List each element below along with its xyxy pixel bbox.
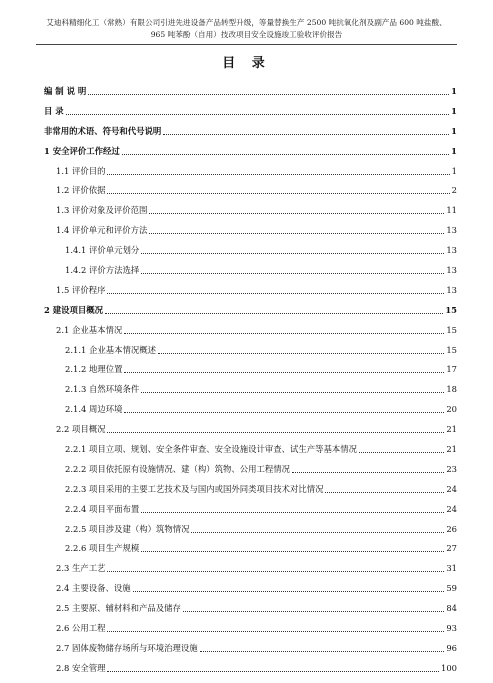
toc-entry-label: 2.1.1 企业基本情况概述 — [65, 344, 156, 355]
toc-entry[interactable] — [44, 205, 457, 216]
dot-leader — [149, 213, 444, 214]
toc-entry-label: 2.2.5 项目涉及建（构）筑物情况 — [65, 523, 190, 534]
toc-entry-page-number: 11 — [446, 205, 457, 216]
toc-entry-page-number: 21 — [446, 424, 457, 435]
toc-entry-page-number: 13 — [446, 284, 457, 295]
toc-entry[interactable] — [44, 265, 457, 276]
header-line-1: 艾迪科精细化工（常熟）有限公司引进先进设备产品转型升级，等量替换生产 2500 吨抗氧化剂及副产品 600 吨盐酸、 — [46, 18, 447, 27]
toc-entry[interactable] — [44, 404, 457, 415]
toc-entry-page-number: 23 — [446, 463, 457, 474]
toc-entry-page-number: 18 — [446, 384, 457, 395]
toc-entry-page-number: 24 — [446, 503, 457, 514]
header-divider — [36, 44, 457, 45]
dot-leader — [107, 571, 444, 572]
toc-entry-page-number: 96 — [446, 642, 457, 653]
toc-entry-label: 2.2.2 项目依托原有设施情况、建（构）筑物、公用工程情况 — [65, 463, 290, 474]
dot-leader — [141, 551, 444, 552]
toc-entry-label: 1.2 评价依据 — [56, 185, 106, 196]
toc-entry-page-number: 1 — [451, 145, 457, 156]
toc-entry-label: 2.7 固体废物储存场所与环境治理设施 — [56, 642, 198, 653]
toc-entry-page-number: 1 — [451, 165, 457, 176]
dot-leader — [191, 532, 444, 533]
toc-entry-page-number: 21 — [446, 444, 457, 455]
toc-entry[interactable] — [44, 424, 457, 435]
dot-leader — [107, 432, 444, 433]
toc-entry-label: 2.8 安全管理 — [56, 662, 106, 673]
toc-entry[interactable] — [44, 583, 457, 594]
toc-entry-page-number: 100 — [441, 662, 457, 673]
toc-entry-page-number: 20 — [446, 404, 457, 415]
dot-leader — [292, 472, 444, 473]
toc-entry-label: 2.3 生产工艺 — [56, 563, 106, 574]
toc-entry[interactable] — [44, 364, 457, 375]
dot-leader — [105, 313, 443, 314]
toc-entry[interactable] — [44, 384, 457, 395]
toc-entry-page-number: 13 — [446, 265, 457, 276]
toc-entry[interactable] — [44, 185, 457, 196]
toc-entry-label: 2.2.1 项目立项、规划、安全条件审查、安全设施设计审查、试生产等基本情况 — [65, 444, 357, 455]
toc-title: 目 录 — [222, 56, 271, 71]
toc-entry[interactable] — [44, 444, 457, 455]
toc-entry-page-number: 1 — [451, 105, 457, 116]
table-of-contents — [44, 86, 457, 683]
dot-leader — [183, 611, 444, 612]
dot-leader — [158, 353, 444, 354]
toc-entry[interactable] — [44, 464, 457, 475]
toc-entry-page-number: 59 — [446, 583, 457, 594]
toc-entry[interactable] — [44, 245, 457, 256]
dot-leader — [124, 333, 444, 334]
toc-entry-label: 2.2.3 项目采用的主要工艺技术及与国内或国外同类项目技术对比情况 — [65, 483, 324, 494]
dot-leader — [149, 233, 444, 234]
toc-entry-page-number: 15 — [446, 324, 457, 335]
toc-entry[interactable] — [44, 504, 457, 515]
toc-entry-page-number: 26 — [446, 523, 457, 534]
dot-leader — [359, 452, 444, 453]
toc-entry-page-number: 24 — [446, 483, 457, 494]
toc-entry[interactable] — [44, 305, 457, 316]
toc-entry-label: 2 建设项目概况 — [44, 304, 103, 315]
dot-leader — [141, 273, 444, 274]
toc-entry-label: 2.1.2 地理位置 — [65, 364, 123, 375]
toc-entry-page-number: 93 — [446, 623, 457, 634]
toc-entry[interactable] — [44, 603, 457, 614]
toc-entry[interactable] — [44, 623, 457, 634]
toc-entry-label: 2.6 公用工程 — [56, 623, 106, 634]
dot-leader — [107, 671, 439, 672]
toc-entry-page-number: 27 — [446, 543, 457, 554]
toc-entry[interactable] — [44, 345, 457, 356]
toc-entry-label: 2.4 主要设备、设施 — [56, 583, 131, 594]
toc-entry[interactable] — [44, 166, 457, 177]
toc-entry-label: 2.2 项目概况 — [56, 424, 106, 435]
toc-entry[interactable] — [44, 663, 457, 674]
dot-leader — [124, 412, 444, 413]
toc-entry-page-number: 15 — [446, 344, 457, 355]
dot-leader — [107, 631, 444, 632]
toc-entry-page-number: 84 — [446, 603, 457, 614]
toc-entry[interactable] — [44, 225, 457, 236]
toc-entry[interactable] — [44, 524, 457, 535]
toc-entry-label: 1.4.2 评价方法选择 — [65, 265, 140, 276]
toc-entry-page-number: 13 — [446, 225, 457, 236]
toc-entry[interactable] — [44, 325, 457, 336]
header-line-2: 965 吨苯酚（自用）技改项目安全设施竣工验收评价报告 — [150, 30, 343, 39]
toc-entry-label: 1.4 评价单元和评价方法 — [56, 225, 148, 236]
toc-entry-page-number: 17 — [446, 364, 457, 375]
toc-entry-page-number: 13 — [446, 245, 457, 256]
toc-entry-label: 2.1 企业基本情况 — [56, 324, 123, 335]
toc-entry[interactable] — [44, 484, 457, 495]
toc-entry-label: 1.1 评价目的 — [56, 165, 106, 176]
dot-leader — [66, 114, 450, 115]
toc-entry-label: 2.5 主要原、辅材料和产品及储存 — [56, 603, 181, 614]
dot-leader — [141, 512, 444, 513]
toc-entry-label: 2.1.4 周边环境 — [65, 404, 123, 415]
toc-entry-label: 编 制 说 明 — [44, 86, 87, 96]
toc-entry-page-number: 31 — [446, 563, 457, 574]
toc-entry[interactable] — [44, 106, 457, 117]
toc-entry-label: 1.3 评价对象及评价范围 — [56, 205, 148, 216]
dot-leader — [200, 651, 445, 652]
toc-entry[interactable] — [44, 126, 457, 137]
dot-leader — [141, 392, 444, 393]
dot-leader — [141, 253, 444, 254]
toc-entry[interactable] — [44, 86, 457, 97]
toc-entry[interactable] — [44, 563, 457, 574]
toc-entry-label: 2.2.6 项目生产规模 — [65, 543, 140, 554]
dot-leader — [133, 591, 445, 592]
dot-leader — [325, 492, 444, 493]
dot-leader — [124, 372, 444, 373]
dot-leader — [122, 154, 449, 155]
toc-entry-label: 目 录 — [44, 105, 64, 116]
toc-entry-label: 2.2.4 项目平面布置 — [65, 503, 140, 514]
toc-entry-label: 1.5 评价程序 — [56, 284, 106, 295]
toc-entry[interactable] — [44, 643, 457, 654]
dot-leader — [163, 134, 449, 135]
toc-entry-page-number: 1 — [451, 86, 457, 96]
toc-entry-page-number: 2 — [451, 185, 457, 196]
toc-entry[interactable] — [44, 543, 457, 554]
toc-entry[interactable] — [44, 146, 457, 157]
dot-leader — [107, 174, 449, 175]
toc-entry-page-number: 1 — [451, 125, 457, 136]
dot-leader — [88, 94, 449, 95]
toc-entry[interactable] — [44, 285, 457, 296]
page-header — [28, 17, 465, 41]
dot-leader — [107, 293, 444, 294]
dot-leader — [107, 193, 449, 194]
toc-entry-label: 1.4.1 评价单元划分 — [65, 245, 140, 256]
toc-entry-label: 1 安全评价工作经过 — [44, 145, 120, 156]
toc-entry-label: 非常用的术语、符号和代号说明 — [44, 125, 162, 136]
toc-entry-page-number: 15 — [445, 304, 457, 315]
toc-entry-label: 2.1.3 自然环境条件 — [65, 384, 140, 395]
